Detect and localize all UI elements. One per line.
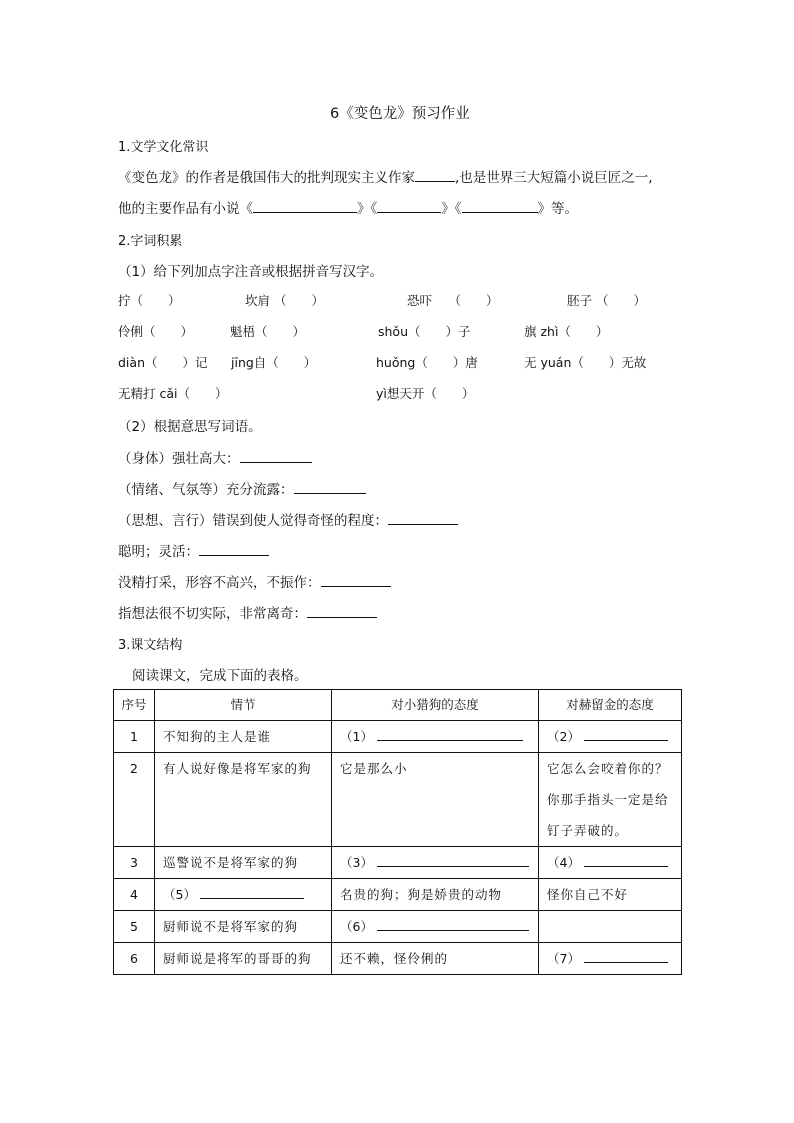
vocab-item[interactable]: 胚子 （ ） bbox=[567, 293, 646, 308]
row-plot: 厨师说不是将军家的狗 bbox=[155, 911, 332, 943]
works-blank-1[interactable] bbox=[253, 200, 357, 213]
author-blank[interactable] bbox=[415, 169, 455, 182]
row-dog: 名贵的狗；狗是娇贵的动物 bbox=[332, 879, 539, 911]
definition-text: 聪明；灵活： bbox=[118, 544, 199, 560]
row-plot: 巡警说不是将军家的狗 bbox=[155, 847, 332, 879]
row-no: 4 bbox=[114, 879, 155, 911]
works-blank-3[interactable] bbox=[462, 200, 538, 213]
section-2-heading: 2.字词积累 bbox=[118, 234, 183, 249]
blank-label: （4） bbox=[547, 855, 580, 870]
answer-blank[interactable] bbox=[584, 948, 668, 963]
works-blank-2[interactable] bbox=[377, 200, 441, 213]
row-man-line: 钉子弄破的。 bbox=[547, 823, 629, 838]
s1-line1-text-b: ,也是世界三大短篇小说巨匠之一, bbox=[455, 170, 653, 186]
row-dog: 还不赖，怪伶俐的 bbox=[332, 943, 539, 975]
row-dog[interactable] bbox=[332, 911, 539, 943]
section-3-intro: 阅读课文，完成下面的表格。 bbox=[132, 668, 308, 684]
definition-text: 指想法很不切实际，非常离奇： bbox=[118, 606, 307, 622]
row-man: 怪你自己不好 bbox=[539, 879, 682, 911]
s1-line2-end: 》等。 bbox=[537, 201, 578, 217]
definition-item bbox=[118, 447, 312, 467]
vocab-item[interactable]: 伶俐（ ） bbox=[118, 324, 194, 339]
section-1-line-2 bbox=[118, 197, 578, 217]
definition-text: 没精打采，形容不高兴，不振作： bbox=[118, 575, 321, 591]
row-no: 3 bbox=[114, 847, 155, 879]
table-row bbox=[114, 943, 682, 975]
definition-text: （身体）强壮高大： bbox=[118, 451, 240, 467]
vocab-item[interactable]: jīng自（ ） bbox=[231, 355, 317, 370]
vocab-item[interactable]: yì想天开（ ） bbox=[376, 386, 475, 401]
answer-blank[interactable] bbox=[294, 481, 366, 494]
answer-blank[interactable] bbox=[321, 574, 391, 587]
answer-blank[interactable] bbox=[377, 916, 529, 931]
s1-line1-text-a: 《变色龙》的作者是俄国伟大的批判现实主义作家 bbox=[118, 170, 415, 186]
blank-label: （7） bbox=[547, 951, 580, 966]
vocab-item[interactable]: 拧（ ） bbox=[118, 293, 181, 308]
table-row bbox=[114, 911, 682, 943]
row-no: 5 bbox=[114, 911, 155, 943]
vocab-item[interactable]: 魁梧（ ） bbox=[230, 324, 306, 339]
page-title: 6《变色龙》预习作业 bbox=[330, 106, 470, 122]
row-plot: 厨师说是将军的哥哥的狗 bbox=[155, 943, 332, 975]
row-plot[interactable] bbox=[155, 879, 332, 911]
row-plot: 有人说好像是将军家的狗 bbox=[155, 753, 332, 847]
s1-quote-sep-2: 》《 bbox=[441, 201, 462, 217]
vocab-item[interactable]: 无 yuán（ ）无故 bbox=[524, 355, 647, 370]
row-man[interactable] bbox=[539, 721, 682, 753]
structure-table bbox=[113, 689, 682, 975]
definition-text: （情绪、气氛等）充分流露： bbox=[118, 482, 294, 498]
vocab-item[interactable]: 坎肩 （ ） bbox=[245, 293, 324, 308]
row-dog: 它是那么小 bbox=[332, 753, 539, 847]
header-dog-attitude: 对小猎狗的态度 bbox=[332, 690, 539, 721]
vocab-item[interactable]: huǒng（ ）唐 bbox=[376, 355, 478, 370]
answer-blank[interactable] bbox=[584, 726, 668, 741]
blank-label: （3） bbox=[340, 855, 373, 870]
table-row bbox=[114, 879, 682, 911]
blank-label: （6） bbox=[340, 919, 373, 934]
answer-blank[interactable] bbox=[199, 543, 269, 556]
section-2-sub-2: （2）根据意思写词语。 bbox=[118, 419, 262, 435]
definition-item bbox=[118, 478, 366, 498]
row-no: 1 bbox=[114, 721, 155, 753]
answer-blank[interactable] bbox=[200, 884, 304, 899]
row-man[interactable] bbox=[539, 943, 682, 975]
answer-blank[interactable] bbox=[377, 852, 529, 867]
vocab-item[interactable]: shǒu（ ）子 bbox=[378, 324, 471, 339]
header-no: 序号 bbox=[114, 690, 155, 721]
row-man[interactable] bbox=[539, 847, 682, 879]
definition-item bbox=[118, 509, 458, 529]
definition-item bbox=[118, 571, 391, 591]
row-man-line: 它怎么会咬着你的？ bbox=[547, 761, 669, 776]
section-2-sub-1: （1）给下列加点字注音或根据拼音写汉字。 bbox=[118, 264, 384, 280]
answer-blank[interactable] bbox=[307, 605, 377, 618]
vocab-item[interactable]: diàn（ ）记 bbox=[118, 355, 208, 370]
definition-item bbox=[118, 540, 269, 560]
blank-label: （2） bbox=[547, 729, 580, 744]
row-no: 6 bbox=[114, 943, 155, 975]
section-1-line-1 bbox=[118, 166, 653, 186]
definition-text: （思想、言行）错误到使人觉得奇怪的程度： bbox=[118, 513, 388, 529]
blank-label: （5） bbox=[163, 887, 196, 902]
vocab-item[interactable]: 旗 zhì（ ） bbox=[524, 324, 609, 339]
vocab-item[interactable]: 无精打 cǎi（ ） bbox=[118, 386, 228, 401]
section-3-heading: 3.课文结构 bbox=[118, 638, 183, 653]
row-man bbox=[539, 753, 682, 847]
definition-item bbox=[118, 602, 377, 622]
row-no: 2 bbox=[114, 753, 155, 847]
s1-line2-text: 他的主要作品有小说《 bbox=[118, 201, 253, 217]
vocab-item[interactable]: 恐吓 （ ） bbox=[407, 293, 499, 308]
table-header-row bbox=[114, 690, 682, 721]
header-man-attitude: 对赫留金的态度 bbox=[539, 690, 682, 721]
blank-label: （1） bbox=[340, 729, 373, 744]
row-dog[interactable] bbox=[332, 847, 539, 879]
row-plot: 不知狗的主人是谁 bbox=[155, 721, 332, 753]
row-man-line: 你那手指头一定是给 bbox=[547, 792, 669, 807]
answer-blank[interactable] bbox=[240, 450, 312, 463]
header-plot: 情节 bbox=[155, 690, 332, 721]
answer-blank[interactable] bbox=[388, 512, 458, 525]
table-row bbox=[114, 847, 682, 879]
section-1-heading: 1.文学文化常识 bbox=[118, 140, 209, 155]
table-row bbox=[114, 753, 682, 847]
row-dog[interactable] bbox=[332, 721, 539, 753]
answer-blank[interactable] bbox=[377, 726, 523, 741]
table-row bbox=[114, 721, 682, 753]
answer-blank[interactable] bbox=[584, 852, 668, 867]
row-man bbox=[539, 911, 682, 943]
s1-quote-sep-1: 》《 bbox=[357, 201, 378, 217]
